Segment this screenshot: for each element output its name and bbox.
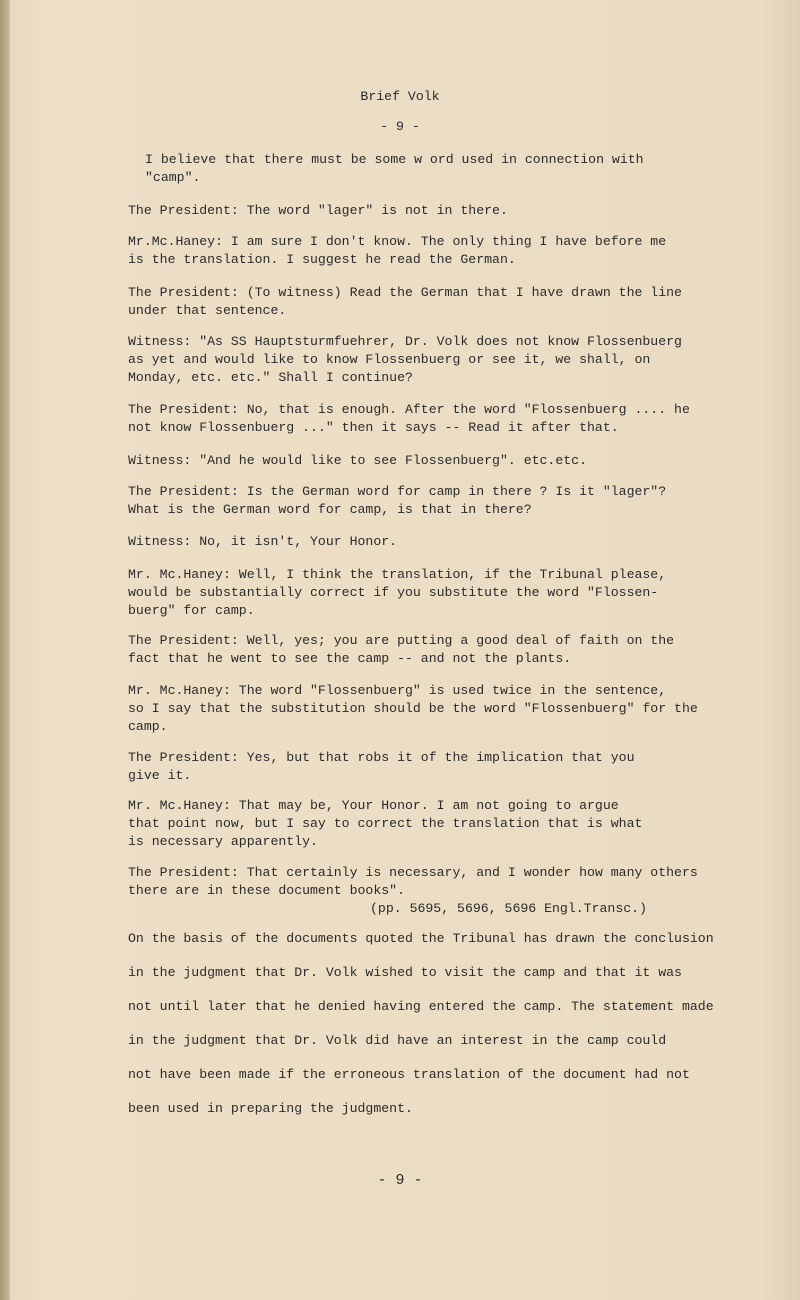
paragraph-15: The President: That certainly is necessary, and I wonder how many others there are in these document books". bbox=[128, 865, 698, 898]
paragraph-5: Witness: "As SS Hauptsturmfuehrer, Dr. Volk does not know Flossenbuerg as yet and would like to know Flossenbuerg or see it, we shall, on Monday, etc. etc." Shall I continue? bbox=[128, 334, 682, 385]
paragraph-1: I believe that there must be some w ord used in connection with "camp". bbox=[145, 152, 644, 185]
paragraph-13: The President: Yes, but that robs it of the implication that you give it. bbox=[128, 750, 635, 783]
page-edge bbox=[0, 0, 10, 1300]
paragraph-4: The President: (To witness) Read the German that I have drawn the line under that sentence. bbox=[128, 285, 682, 318]
paragraph-8: The President: Is the German word for camp in there ? Is it "lager"? What is the German word for camp, is that in there? bbox=[128, 484, 667, 517]
paragraph-6: The President: No, that is enough. After the word "Flossenbuerg .... he not know Flossenbuerg ..." then it says -- Read it after that. bbox=[128, 402, 690, 435]
paragraph-10: Mr. Mc.Haney: Well, I think the translation, if the Tribunal please, would be substantially correct if you substitute the word "Flossen- buerg" for camp. bbox=[128, 567, 667, 618]
transcript-reference: (pp. 5695, 5696, 5696 Engl.Transc.) bbox=[370, 901, 647, 916]
paragraph-7: Witness: "And he would like to see Flossenbuerg". etc.etc. bbox=[128, 453, 587, 468]
paragraph-2: The President: The word "lager" is not in there. bbox=[128, 203, 508, 218]
paragraph-11: The President: Well, yes; you are putting a good deal of faith on the fact that he went to see the camp -- and not the plants. bbox=[128, 633, 675, 666]
paragraph-3: Mr.Mc.Haney: I am sure I don't know. The only thing I have before me is the translation. I suggest he read the German. bbox=[128, 234, 667, 267]
paragraph-conclusion: On the basis of the documents quoted the Tribunal has drawn the conclusion in the judgment that Dr. Volk wished to visit the camp and that it was not until later that he denied having entered the camp. The statement made in the judgment that Dr. Volk did have an interest in the camp could not have been made if the erroneous translation of the document had not been used in preparing the judgment. bbox=[128, 931, 714, 1116]
paragraph-9: Witness: No, it isn't, Your Honor. bbox=[128, 534, 398, 549]
document-title: Brief Volk bbox=[360, 89, 440, 104]
paragraph-14: Mr. Mc.Haney: That may be, Your Honor. I am not going to argue that point now, but I say to correct the translation that is what is necessary apparently. bbox=[128, 798, 643, 849]
paragraph-12: Mr. Mc.Haney: The word "Flossenbuerg" is used twice in the sentence, so I say that the substitution should be the word "Flossenbuerg" for the camp. bbox=[128, 683, 698, 734]
page-number-bottom: - 9 - bbox=[377, 1172, 423, 1189]
page-number-top: - 9 - bbox=[380, 119, 420, 134]
